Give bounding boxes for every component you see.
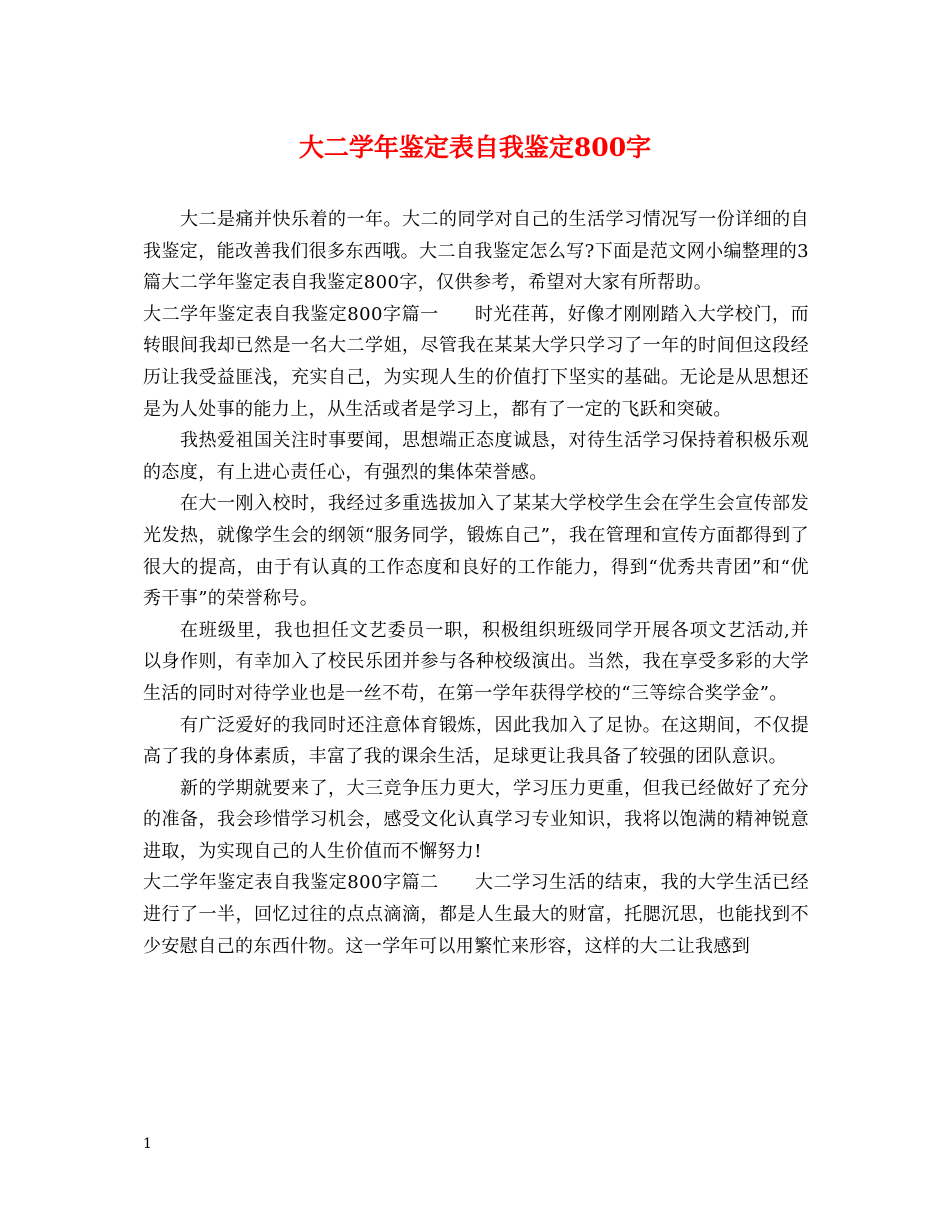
- paragraph-section-1: [143, 299, 809, 425]
- paragraph-intro: 大二是痛并快乐着的一年。大二的同学对自己的生活学习情况写一份详细的自我鉴定，能改善我们很多东西哦。大二自我鉴定怎么写?下面是范文网小编整理的3篇大二学年鉴定表自我鉴定800字，仅供参考，希望对大家有所帮助。: [143, 209, 809, 294]
- paragraph-5: 有广泛爱好的我同时还注意体育锻炼，因此我加入了足协。在这期间，不仅提高了我的身体素质，丰富了我的课余生活，足球更让我具备了较强的团队意识。: [143, 714, 809, 768]
- section-2-heading: 大二学年鉴定表自我鉴定800字篇二: [143, 872, 439, 894]
- page-number: 1: [143, 1136, 152, 1152]
- document-body: [143, 204, 809, 962]
- paragraph-section-2: [143, 867, 809, 962]
- section-1-heading: 大二学年鉴定表自我鉴定800字篇一: [143, 303, 439, 325]
- section-1-text: 时光荏苒，好像才刚刚踏入大学校门，而转眼间我却已然是一名大二学姐，尽管我在某某大学只学习了一年的时间但这段经历让我受益匪浅，充实自己，为实现人生的价值打下坚实的基础。无论是从思想还是为人处事的能力上，从生活或者是学习上，都有了一定的飞跃和突破。: [143, 303, 809, 420]
- paragraph-3: 在大一刚入校时，我经过多重选拔加入了某某大学校学生会在学生会宣传部发光发热，就像学生会的纲领“服务同学，锻炼自己”，我在管理和宣传方面都得到了很大的提高，由于有认真的工作态度和良好的工作能力，得到“优秀共青团”和“优秀干事”的荣誉称号。: [143, 493, 809, 610]
- document-title: 大二学年鉴定表自我鉴定800字: [298, 133, 652, 162]
- paragraph-2: 我热爱祖国关注时事要闻，思想端正态度诚恳，对待生活学习保持着积极乐观的态度，有上进心责任心，有强烈的集体荣誉感。: [143, 430, 809, 483]
- section-2-text: 大二学习生活的结束，我的大学生活已经进行了一半，回忆过往的点点滴滴，都是人生最大的财富，托腮沉思，也能找到不少安慰自己的东西什物。这一学年可以用繁忙来形容，这样的大二让我感到: [143, 872, 809, 957]
- paragraph-6: 新的学期就要来了，大三竞争压力更大，学习压力更重，但我已经做好了充分的准备，我会珍惜学习机会，感受文化认真学习专业知识，我将以饱满的精神锐意进取，为实现自己的人生价值而不懈努力!: [143, 777, 809, 862]
- paragraph-4: 在班级里，我也担任文艺委员一职，积极组织班级同学开展各项文艺活动,并以身作则，有幸加入了校民乐团并参与各种校级演出。当然，我在享受多彩的大学生活的同时对待学业也是一丝不苟，在第一学年获得学校的“三等综合奖学金”。: [143, 619, 809, 704]
